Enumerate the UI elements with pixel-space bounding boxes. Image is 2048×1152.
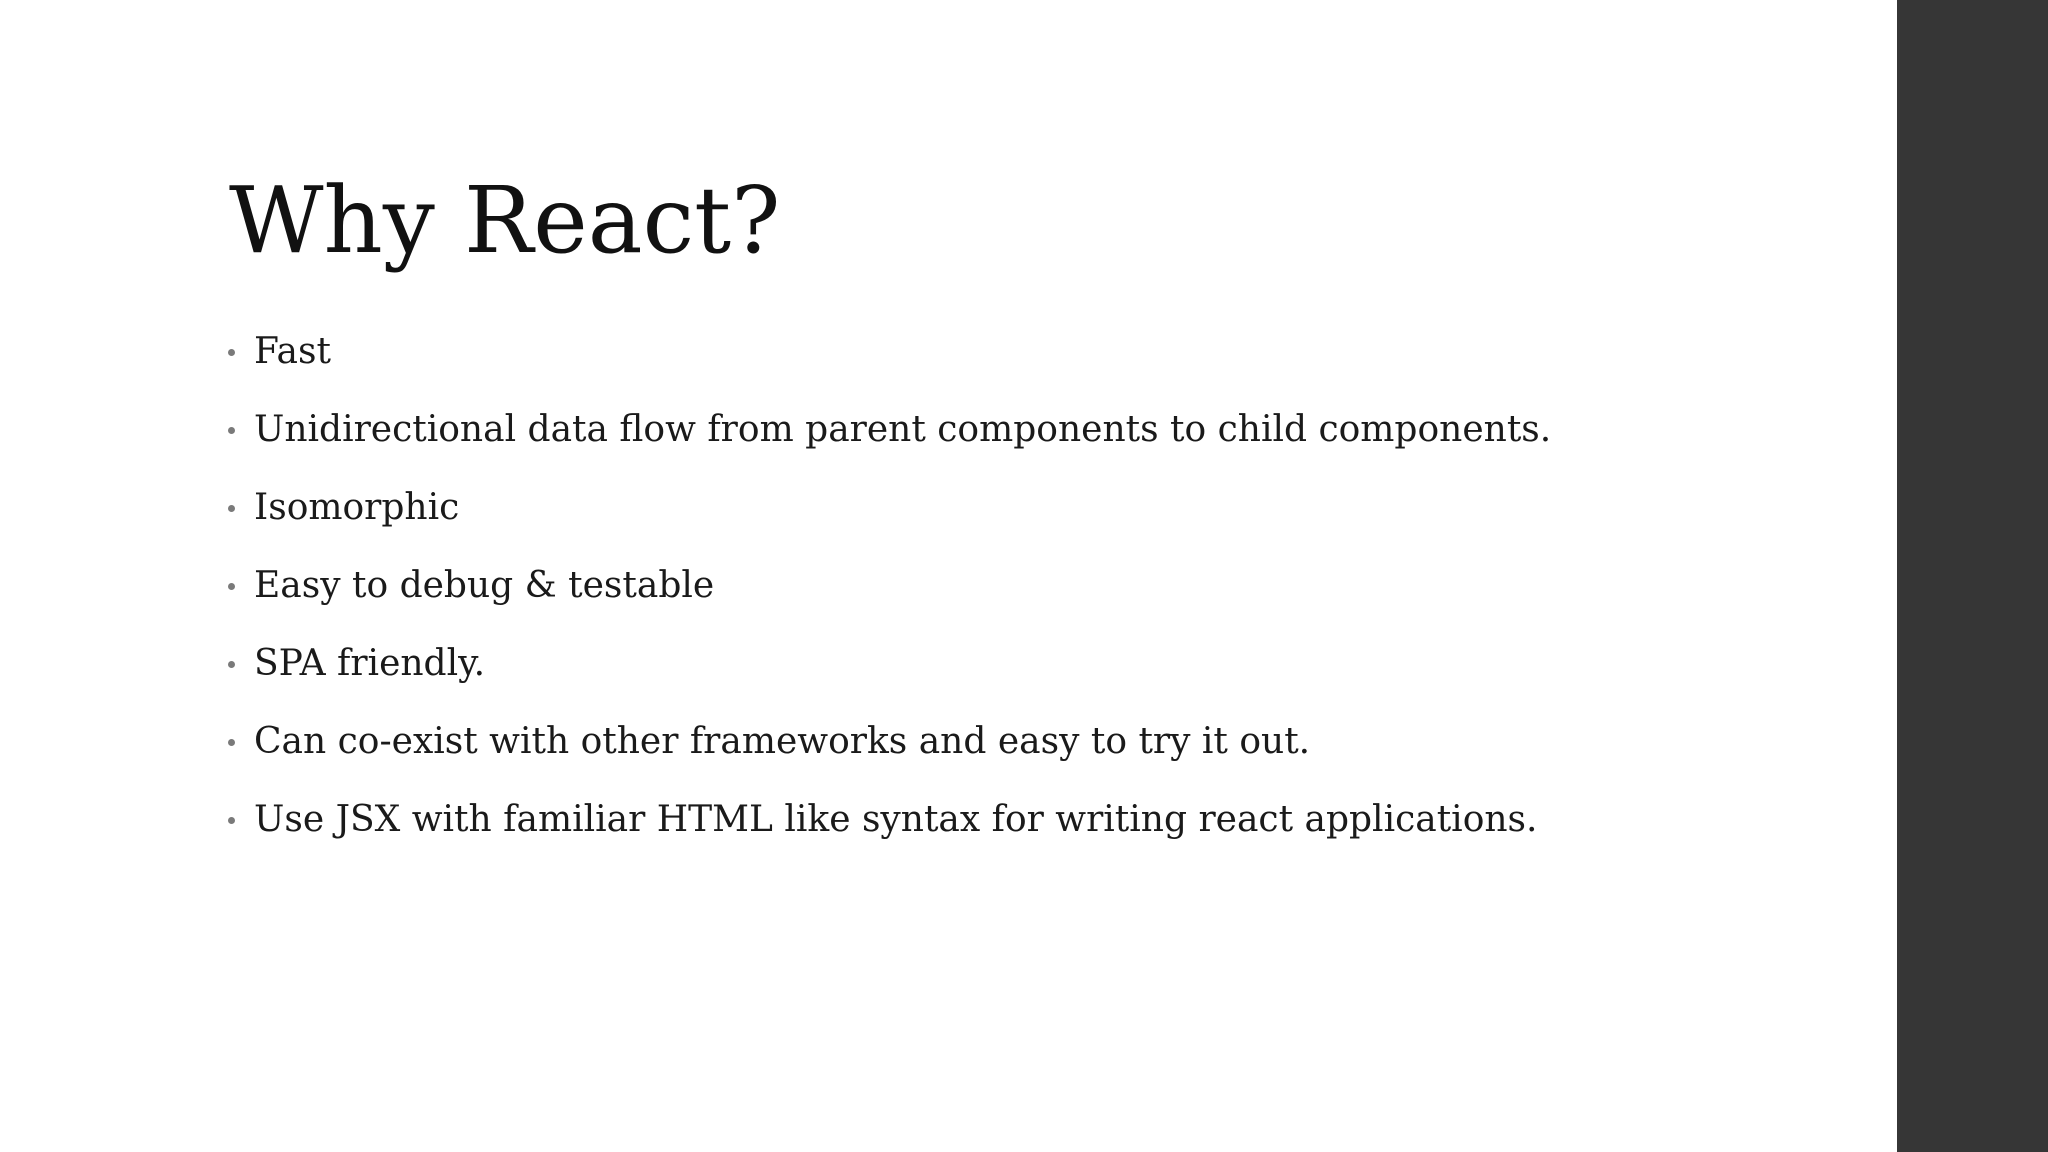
bullet-text: Isomorphic (254, 487, 460, 528)
bullet-text: Fast (254, 331, 331, 372)
bullet-item (224, 625, 1824, 703)
bullet-dot-icon (228, 661, 235, 668)
bullet-text: Can co-exist with other frameworks and easy to try it out. (254, 721, 1311, 762)
bullet-item (224, 547, 1824, 625)
bullet-text: Unidirectional data flow from parent components to child components. (254, 409, 1552, 450)
bullet-item (224, 703, 1824, 781)
bullet-item (224, 469, 1824, 547)
bullet-list (224, 313, 1824, 859)
bullet-dot-icon (228, 427, 235, 434)
bullet-text: Easy to debug & testable (254, 565, 715, 606)
side-accent-bar (1897, 0, 2048, 1152)
bullet-item (224, 391, 1824, 469)
bullet-text: Use JSX with familiar HTML like syntax for writing react applications. (254, 799, 1538, 840)
bullet-item (224, 781, 1824, 859)
bullet-item (224, 313, 1824, 391)
bullet-dot-icon (228, 739, 235, 746)
bullet-dot-icon (228, 817, 235, 824)
bullet-dot-icon (228, 583, 235, 590)
slide-title: Why React? (229, 167, 781, 274)
bullet-dot-icon (228, 349, 235, 356)
bullet-dot-icon (228, 505, 235, 512)
bullet-text: SPA friendly. (254, 643, 486, 684)
